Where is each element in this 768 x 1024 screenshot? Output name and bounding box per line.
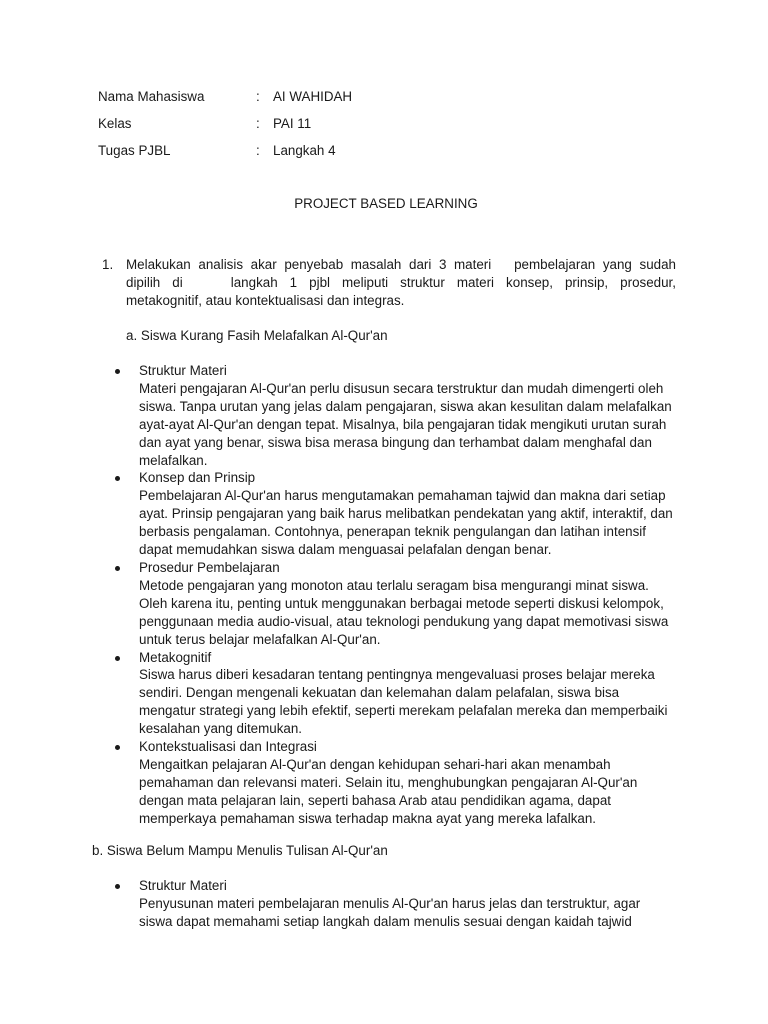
header-row-kelas [98,114,498,134]
list-item-title: Metakognitif [139,649,212,665]
list-item [115,469,675,559]
section-a-list [115,362,675,828]
question-line: metakognitif, atau kontektualisasi dan integras. [126,293,405,308]
bullet-icon [115,745,120,750]
header-label: Kelas [98,116,132,131]
section-b-heading: b. Siswa Belum Mampu Menulis Tulisan Al-Qur'an [92,843,388,858]
header-label: Tugas PJBL [98,143,171,158]
bullet-icon [115,884,120,889]
list-item-title: Struktur Materi [139,363,227,378]
header-value: PAI 11 [273,116,312,131]
header-colon: : [256,116,260,131]
list-item-title: Konsep dan Prinsip [139,470,256,486]
list-item [115,738,675,828]
header-row-nama [98,87,498,107]
list-item [115,362,675,469]
bullet-icon [115,476,120,481]
section-a-heading: a. Siswa Kurang Fasih Melafalkan Al-Qur'an [126,328,388,343]
header-colon: : [256,89,260,104]
header-value: Langkah 4 [273,143,336,158]
list-item-body: Mengaitkan pelajaran Al-Qur'an dengan kehidupan sehari-hari akan menambah pemahaman dan relevansi materi. Selain itu, menghubungkan pengajaran Al-Qur'an dengan mata pelajaran lain, seperti bahasa Arab atau pendidikan agama, dapat memperkaya pemahaman siswa terhadap makna ayat yang mereka lafalkan. [139,756,638,826]
header-value: AI WAHIDAH [273,89,353,104]
list-item [115,877,675,931]
list-item-body: Pembelajaran Al-Qur'an harus mengutamakan pemahaman tajwid dan makna dari setiap ayat. Prinsip pengajaran yang baik harus melibatkan pendekatan yang aktif, interaktif, dan berbasis pengalaman. Contohnya, penerapan teknik pengulangan dan latihan intensif dapat memudahkan siswa dalam menguasai pelafalan dengan benar. [139,488,673,558]
bullet-icon [115,656,120,661]
header-colon: : [256,143,260,158]
question-number: 1. [102,257,114,272]
question-line: Melakukan analisis akar penyebab masalah dari 3 materi pembelajaran yang sudah [126,257,676,272]
list-item-body: Metode pengajaran yang monoton atau terlalu seragam bisa mengurangi minat siswa. Oleh karena itu, penting untuk menggunakan berbagai metode seperti diskusi kelompok, penggunaan media audio-visual, atau teknologi pendukung yang dapat memotivasi siswa untuk terus belajar melafalkan Al-Qur'an. [139,577,669,647]
list-item-title: Prosedur Pembelajaran [139,559,280,575]
header-label: Nama Mahasiswa [98,89,205,104]
bullet-icon [115,566,120,571]
list-item-body: Penyusunan materi pembelajaran menulis Al-Qur'an harus jelas dan terstruktur, agar siswa dapat memahami setiap langkah dalam menulis sesuai dengan kaidah tajwid [139,895,641,929]
list-item [115,649,675,739]
list-item [115,559,675,649]
header-row-tugas [98,141,498,161]
list-item-body: Materi pengajaran Al-Qur'an perlu disusun secara terstruktur dan mudah dimengerti oleh siswa. Tanpa urutan yang jelas dalam pengajaran, siswa akan kesulitan dalam melafalkan ayat-ayat Al-Qur'an dengan tepat. Misalnya, bila pengajaran tidak mengikuti urutan surah dan ayat yang benar, siswa bisa merasa bingung dan terhambat dalam menghafal dan melafalkan. [139,380,672,468]
section-b-list [115,877,675,931]
bullet-icon [115,369,120,374]
list-item-title: Kontekstualisasi dan Integrasi [139,739,317,755]
question-line: dipilih di langkah 1 pjbl meliputi struktur materi konsep, prinsip, prosedur, [126,275,676,290]
list-item-body: Siswa harus diberi kesadaran tentang pentingnya mengevaluasi proses belajar mereka sendiri. Dengan mengenali kekuatan dan kelemahan dalam pelafalan, siswa bisa mengatur strategi yang lebih efektif, seperti merekam pelafalan mereka dan memperbaiki kesalahan yang ditemukan. [139,667,668,737]
question-text [126,256,676,310]
document-title: PROJECT BASED LEARNING [294,196,478,211]
list-item-title: Struktur Materi [139,878,227,893]
